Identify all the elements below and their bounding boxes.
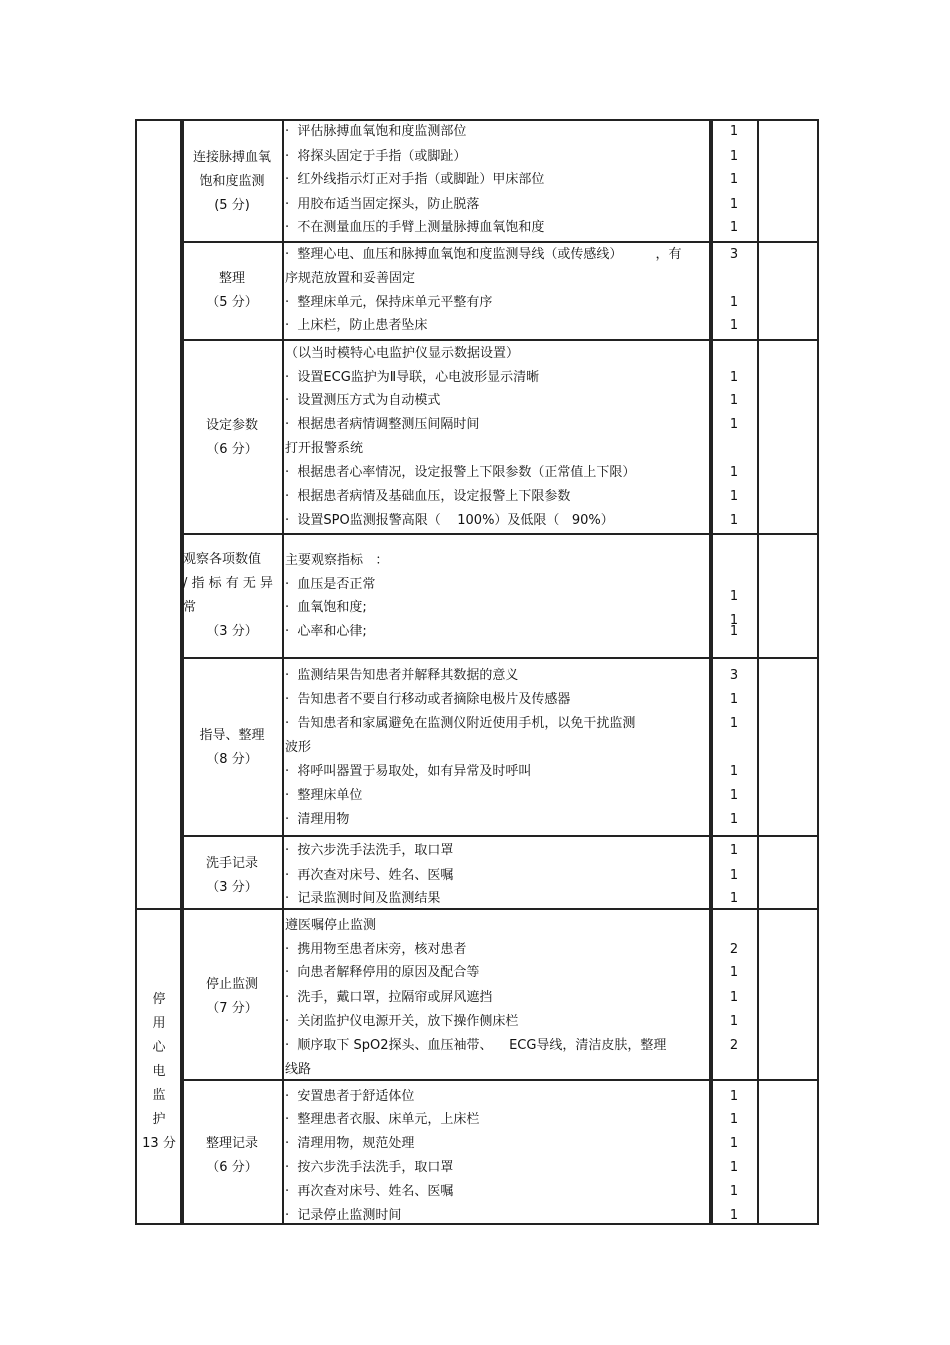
item-text: 序规范放置和妥善固定 xyxy=(285,271,416,286)
item-text: · 根据患者病情及基础血压，设定报警上下限参数 xyxy=(285,489,571,504)
item-score: 1 xyxy=(729,465,739,480)
step-points: （3 分） xyxy=(206,624,258,639)
section-title-char: 用 xyxy=(152,1016,166,1031)
step-title-line: 饱和度监测 xyxy=(199,174,265,189)
item-text: · 整理床单元，保持床单元平整有序 xyxy=(285,295,493,310)
item-text: · 关闭监护仪电源开关，放下操作侧床栏 xyxy=(285,1014,519,1029)
item-score: 1 xyxy=(729,393,739,408)
item-score: 1 xyxy=(729,1089,739,1104)
item-text: · 设置SPO监测报警高限（ 100%）及低限（ 90%） xyxy=(285,513,614,528)
step-title-line: 观察各项数值 xyxy=(183,552,262,567)
section-title-stop-monitoring xyxy=(136,988,182,1156)
section-points: 13 分 xyxy=(142,1136,176,1151)
item-text: 波形 xyxy=(285,740,312,755)
table-rule xyxy=(282,119,284,1225)
item-text: · 设置测压方式为自动模式 xyxy=(285,393,441,408)
item-text: · 告知患者和家属避免在监测仪附近使用手机，以免干扰监测 xyxy=(285,716,636,731)
item-text: · 监测结果告知患者并解释其数据的意义 xyxy=(285,668,519,683)
item-score: 1 xyxy=(729,220,739,235)
item-score: 1 xyxy=(729,1208,739,1223)
item-text: · 根据患者心率情况，设定报警上下限参数（正常值上下限） xyxy=(285,465,636,480)
item-score: 1 xyxy=(729,589,739,604)
item-text: · 将呼叫器置于易取处，如有异常及时呼叫 xyxy=(285,764,532,779)
item-text: · 清理用物 xyxy=(285,812,350,827)
step-title-handwash-record xyxy=(183,852,281,900)
item-text: · 根据患者病情调整测压间隔时间 xyxy=(285,417,480,432)
section-title-char: 电 xyxy=(152,1064,166,1079)
item-score: 1 xyxy=(729,489,739,504)
item-text: · 整理床单位 xyxy=(285,788,363,803)
table-rule xyxy=(182,339,819,341)
item-text: · 不在测量血压的手臂上测量脉搏血氧饱和度 xyxy=(285,220,545,235)
item-text: · 顺序取下 SpO2探头、血压袖带、 ECG导线，清洁皮肤，整理 xyxy=(285,1038,667,1053)
item-score: 1 xyxy=(729,965,739,980)
step-points: （6 分） xyxy=(206,442,258,457)
item-text: · 洗手，戴口罩，拉隔帘或屏风遮挡 xyxy=(285,990,493,1005)
step-points: （5 分） xyxy=(206,295,258,310)
item-text: · 记录停止监测时间 xyxy=(285,1208,402,1223)
item-score: 1 xyxy=(729,764,739,779)
item-score: 1 xyxy=(729,370,739,385)
table-rule xyxy=(182,241,819,243)
item-text: 遵医嘱停止监测 xyxy=(285,918,377,933)
step-title-line: 洗手记录 xyxy=(205,856,258,871)
item-score: 1 xyxy=(729,513,739,528)
item-score: 1 xyxy=(729,868,739,883)
item-text: · 再次查对床号、姓名、医嘱 xyxy=(285,1184,454,1199)
item-score: 1 xyxy=(729,812,739,827)
step-title-line: 指导、整理 xyxy=(199,728,265,743)
section-title-char: 护 xyxy=(152,1112,166,1127)
item-score: 1 xyxy=(729,692,739,707)
table-rule xyxy=(817,119,819,1225)
item-text: 线路 xyxy=(285,1062,312,1077)
item-score: 1 xyxy=(729,716,739,731)
step-title-stop-monitoring xyxy=(183,973,281,1021)
item-score: 1 xyxy=(729,891,739,906)
item-score: 1 xyxy=(729,843,739,858)
step-title-line: / 指 标 有 无 异 xyxy=(183,576,274,591)
item-score: 3 xyxy=(729,247,739,262)
step-title-line: 整理记录 xyxy=(205,1136,258,1151)
item-text: · 按六步洗手法洗手，取口罩 xyxy=(285,1160,454,1175)
step-title-line: 设定参数 xyxy=(205,418,258,433)
step-points: （7 分） xyxy=(206,1001,258,1016)
item-score: 1 xyxy=(729,788,739,803)
item-text: · 整理心电、血压和脉搏血氧饱和度监测导线（或传感线） ，有 xyxy=(285,247,682,262)
item-score: 1 xyxy=(729,295,739,310)
item-text: · 携用物至患者床旁，核对患者 xyxy=(285,942,467,957)
step-title-observe-values xyxy=(183,548,281,644)
table-rule xyxy=(135,119,819,121)
item-text: 主要观察指标 ： xyxy=(285,553,389,568)
item-score: 1 xyxy=(729,990,739,1005)
step-points: （6 分） xyxy=(206,1160,258,1175)
table-rule xyxy=(182,1079,819,1081)
item-score: 1 xyxy=(729,197,739,212)
item-text: · 心率和心律; xyxy=(285,624,367,639)
item-score: 1 xyxy=(729,124,739,139)
step-title-guide-tidy xyxy=(183,724,281,772)
item-text: （以当时模特心电监护仪显示数据设置） xyxy=(285,346,520,361)
step-title-connect-spo2 xyxy=(183,146,281,218)
item-score: 1 xyxy=(729,172,739,187)
item-score: 1 xyxy=(729,1014,739,1029)
item-text: · 再次查对床号、姓名、医嘱 xyxy=(285,868,454,883)
item-text: · 向患者解释停用的原因及配合等 xyxy=(285,965,480,980)
step-points: （3 分） xyxy=(206,880,258,895)
item-text: · 用胶布适当固定探头，防止脱落 xyxy=(285,197,480,212)
item-score: 1 xyxy=(729,613,739,628)
step-points: (5 分) xyxy=(214,198,250,213)
section-title-char: 监 xyxy=(152,1088,166,1103)
section-title-char: 心 xyxy=(152,1040,166,1055)
item-score: 1 xyxy=(729,1160,739,1175)
item-text: · 血压是否正常 xyxy=(285,577,376,592)
step-title-line: 整理 xyxy=(218,271,245,286)
item-text: · 将探头固定于手指（或脚趾） xyxy=(285,149,467,164)
item-text: · 告知患者不要自行移动或者摘除电极片及传感器 xyxy=(285,692,571,707)
table-rule xyxy=(135,908,819,910)
step-title-line: 常 xyxy=(183,600,197,615)
item-text: 打开报警系统 xyxy=(285,441,364,456)
table-rule xyxy=(182,533,819,535)
item-score: 1 xyxy=(729,624,739,639)
item-text: · 清理用物，规范处理 xyxy=(285,1136,415,1151)
item-score: 2 xyxy=(729,942,739,957)
item-text: · 血氧饱和度; xyxy=(285,600,367,615)
section-title-char: 停 xyxy=(152,992,166,1007)
item-score: 2 xyxy=(729,1038,739,1053)
item-text: · 设置ECG监护为Ⅱ导联，心电波形显示清晰 xyxy=(285,370,540,385)
item-score: 1 xyxy=(729,149,739,164)
item-text: · 上床栏，防止患者坠床 xyxy=(285,318,428,333)
item-score: 1 xyxy=(729,1136,739,1151)
step-title-line: 停止监测 xyxy=(205,977,258,992)
item-text: · 整理患者衣服、床单元，上床栏 xyxy=(285,1112,480,1127)
table-rule xyxy=(757,119,759,1225)
table-rule xyxy=(182,835,819,837)
item-text: · 按六步洗手法洗手，取口罩 xyxy=(285,843,454,858)
item-score: 1 xyxy=(729,417,739,432)
item-score: 1 xyxy=(729,1184,739,1199)
step-points: （8 分） xyxy=(206,752,258,767)
step-title-line: 连接脉搏血氧 xyxy=(192,150,271,165)
step-title-tidy-record xyxy=(183,1132,281,1180)
table-rule xyxy=(182,657,819,659)
item-text: · 记录监测时间及监测结果 xyxy=(285,891,441,906)
item-score: 1 xyxy=(729,318,739,333)
item-text: · 评估脉搏血氧饱和度监测部位 xyxy=(285,124,467,139)
item-score: 3 xyxy=(729,668,739,683)
item-text: · 安置患者于舒适体位 xyxy=(285,1089,415,1104)
step-title-set-parameters xyxy=(183,414,281,462)
step-title-tidy xyxy=(183,267,281,315)
item-score: 1 xyxy=(729,1112,739,1127)
item-text: · 红外线指示灯正对手指（或脚趾）甲床部位 xyxy=(285,172,545,187)
